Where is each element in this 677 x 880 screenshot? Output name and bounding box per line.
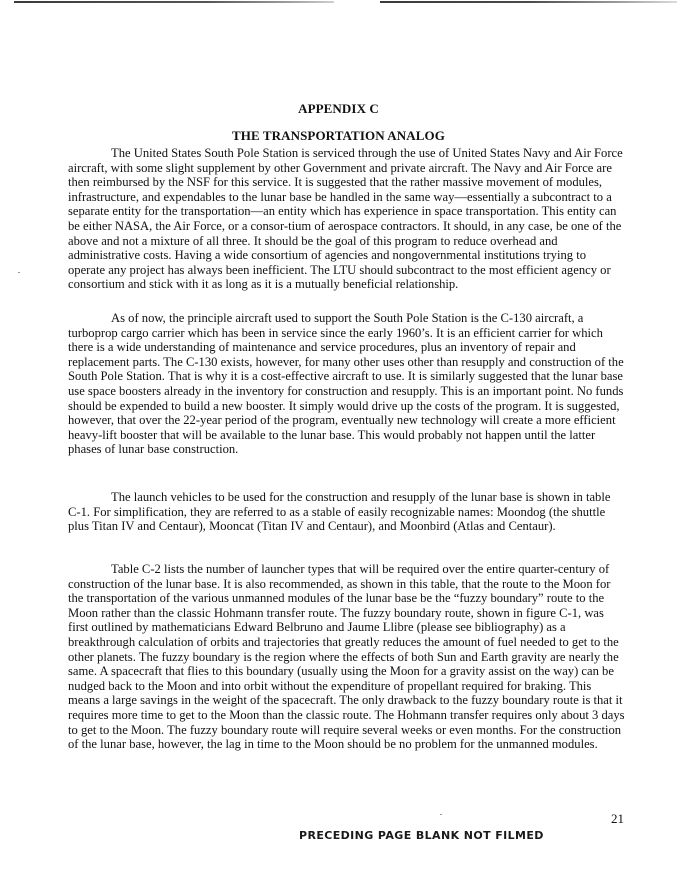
scan-speck xyxy=(18,272,20,273)
paragraph-c130-aircraft: As of now, the principle aircraft used to support the South Pole Station is the C-130 aircraft, a turboprop cargo carrier which has been in service since the early 1960’s. It is an efficient carrier for which there is a wide understanding of maintenance and service procedures, plus an inventory of repair and replacement parts. The C-130 exists, however, for many other uses other than resupply and construction of the South Pole Station. That is why it is a cost-effective aircraft to use. It is similarly suggested that the lunar base use space boosters already in the inventory for construction and resupply. This is an important point. No funds should be expended to build a new booster. It simply would drive up the costs of the program. It is suggested, however, that over the 22-year period of the program, eventually new technology will create a more efficient heavy-lift booster that will be available to the lunar base. This would probably not happen until the latter phases of lunar base construction. xyxy=(68,311,624,457)
paragraph-launch-vehicles: The launch vehicles to be used for the construction and resupply of the lunar base is shown in table C-1. For simplification, they are referred to as a stable of easily recognizable names: Moondog (the shuttle plus Titan IV and Centaur), Mooncat (Titan IV and Centaur), and Moonbird (Atlas and Centaur). xyxy=(68,490,611,534)
microfilm-stamp: PRECEDING PAGE BLANK NOT FILMED xyxy=(299,829,544,842)
scan-top-rule-right xyxy=(380,1,677,3)
scan-speck xyxy=(440,814,442,815)
paragraph-fuzzy-boundary: Table C-2 lists the number of launcher types that will be required over the entire quarter-century of construction of the lunar base. It is also recommended, as shown in this table, that the route to the Moon for the transportation of the various unmanned modules of the lunar base be the “fuzzy boundary” route to the Moon rather than the classic Hohmann transfer route. The fuzzy boundary route, shown in figure C-1, was first outlined by mathematicians Edward Belbruno and Jaume Llibre (please see bibliography) as a breakthrough calculation of orbits and trajectories that greatly reduces the amount of fuel needed to get to the other planets. The fuzzy boundary is the region where the effects of both Sun and Earth gravity are nearly the same. A spacecraft that flies to this boundary (usually using the Moon for a gravity assist on the way) can be nudged back to the Moon and into orbit without the expenditure of propellant required for braking. This means a large savings in the weight of the spacecraft. The only drawback to the fuzzy boundary route is that it requires more time to get to the Moon than the classic route. The Hohmann transfer requires only about 3 days to get to the Moon. The fuzzy boundary route will require several weeks or even months. For the construction of the lunar base, however, the lag in time to the Moon should be no problem for the unmanned modules. xyxy=(68,562,625,752)
page-title: THE TRANSPORTATION ANALOG xyxy=(232,128,445,143)
page-number: 21 xyxy=(611,811,624,826)
paragraph-south-pole-station: The United States South Pole Station is serviced through the use of United States Navy and Air Force aircraft, with some slight supplement by other Government and private aircraft. The Navy and Air Force are then reimbursed by the NSF for this service. It is suggested that the rather massive movement of modules, infrastructure, and expendables to the lunar base be handled in the same way—essentially a subcontract to a separate entity for the transportation—an entity which has experience in space transportation. This entity can be either NASA, the Air Force, or a consor-tium of aerospace contractors. It should, in any case, be one of the above and not a mixture of all three. It should be the goal of this program to reduce overhead and administrative costs. Having a wide consortium of agencies and nongovernmental institutions trying to operate any project has always been inefficient. The LTU should subcontract to the most efficient agency or consortium and stick with it as long as it is a mutually beneficial relationship. xyxy=(68,146,623,292)
scan-top-rule-left xyxy=(14,1,334,3)
appendix-label: APPENDIX C xyxy=(298,101,379,116)
